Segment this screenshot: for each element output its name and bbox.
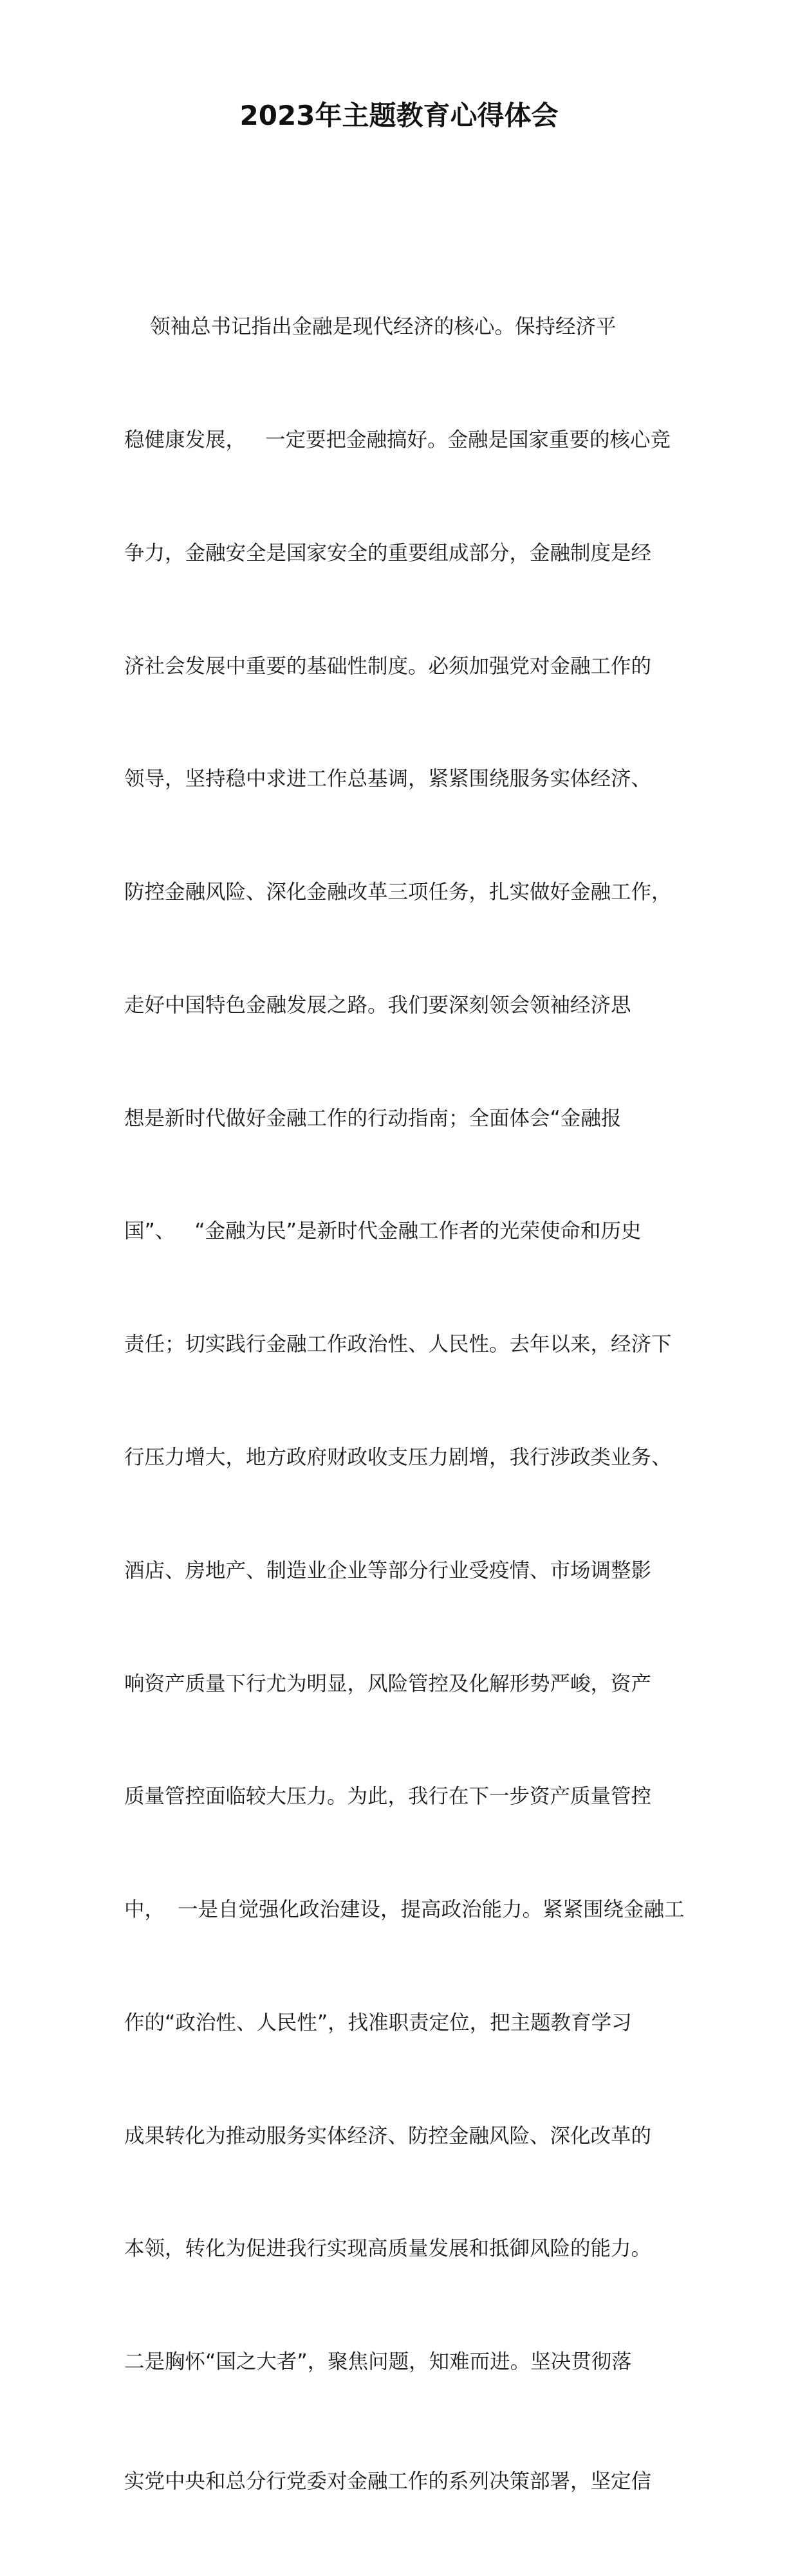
body-line: 领袖总书记指出金融是现代经济的核心。保持经济平: [124, 315, 617, 339]
body-line: 作的“政治性、人民性”，找准职责定位，把主题教育学习: [124, 2011, 632, 2034]
body-line: 争力，金融安全是国家安全的重要组成部分，金融制度是经: [124, 541, 652, 565]
body-line: 二是胸怀“国之大者”，聚焦问题，知难而进。坚决贯彻落: [124, 2350, 632, 2374]
body-line: 酒店、房地产、制造业企业等部分行业受疫情、市场调整影: [124, 1558, 652, 1582]
body-line: 责任；切实践行金融工作政治性、人民性。去年以来，经济下: [124, 1333, 672, 1357]
body-line: 响资产质量下行尤为明显，风险管控及化解形势严峻，资产: [124, 1672, 652, 1695]
body-line: 走好中国特色金融发展之路。我们要深刻领会领袖经济思: [124, 993, 631, 1017]
body-line: 想是新时代做好金融工作的行动指南；全面体会“金融报: [124, 1106, 622, 1130]
body-line: 成果转化为推动服务实体经济、防控金融风险、深化改革的: [124, 2124, 652, 2148]
body-line: 实党中央和总分行党委对金融工作的系列决策部署，坚定信: [124, 2470, 652, 2494]
body-line: 行压力增大，地方政府财政收支压力剧增，我行涉政类业务、: [124, 1446, 672, 1469]
document-body: [124, 233, 691, 2576]
document-title: 2023年主题教育心得体会: [239, 100, 559, 131]
body-line: 防控金融风险、深化金融改革三项任务，扎实做好金融工作，: [124, 881, 672, 904]
body-line: 质量管控面临较大压力。为此，我行在下一步资产质量管控: [124, 1785, 652, 1809]
body-line: 济社会发展中重要的基础性制度。必须加强党对金融工作的: [124, 654, 652, 678]
body-line: 本领，转化为促进我行实现高质量发展和抵御风险的能力。: [124, 2237, 652, 2261]
body-line: 稳健康发展， 一定要把金融搞好。金融是国家重要的核心竞: [124, 428, 671, 452]
body-line: 国”、 “金融为民”是新时代金融工作者的光荣使命和历史: [124, 1219, 642, 1243]
body-line: 领导，坚持稳中求进工作总基调，紧紧围绕服务实体经济、: [124, 767, 652, 791]
body-line: 中， 一是自觉强化政治建设，提高政治能力。紧紧围绕金融工: [124, 1898, 685, 1922]
